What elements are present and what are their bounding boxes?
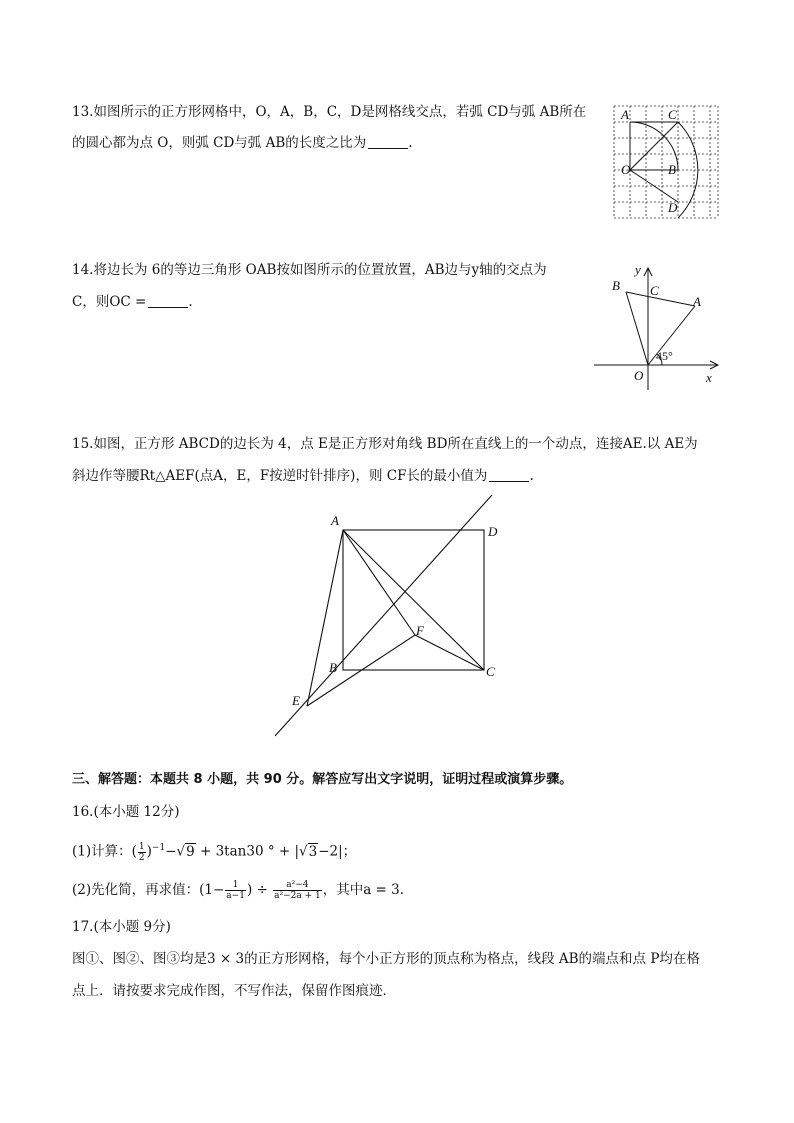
q13-line2-text: 的圆心都为点 O，则弧 CD与弧 AB的长度之比为: [72, 135, 367, 151]
q17-line2: 点上．请按要求完成作图，不写作法，保留作图痕迹．: [72, 983, 396, 999]
section3-score: 90: [263, 772, 282, 787]
q16-part2-label: (2)先化简，再求值：(1−: [72, 882, 225, 898]
q15-square-figure: [270, 490, 530, 740]
section3-title-c: 分。解答应写出文字说明，证明过程或演算步骤。: [286, 772, 573, 787]
q16-part1-paren: ): [146, 843, 152, 860]
q13-grid-figure: [612, 102, 722, 222]
q16-part1-tan: + 3tan30 ° + |√: [195, 843, 308, 860]
q16-frac-den: 2: [138, 852, 145, 863]
q14-line2: [72, 292, 193, 312]
q16-frac-num: 1: [138, 841, 145, 852]
q16-part1-label: (1)计算：(: [72, 843, 137, 860]
section3-count: 8: [193, 772, 203, 787]
q14-answer-blank[interactable]: [148, 293, 188, 308]
q13-line2: [72, 133, 413, 153]
q14-label-b: B: [612, 278, 620, 293]
q15-line1: 15.如图，正方形 ABCD的边长为 4，点 E是正方形对角线 BD所在直线上的一个动点，连接AE.以 AE为: [72, 436, 698, 452]
q16-part1-end: −2|；: [318, 843, 357, 860]
q16-f2-den: a²−2a + 1: [274, 891, 321, 901]
q16-part1-radicand2: 3: [308, 843, 318, 860]
q14-line2-end: .: [188, 294, 193, 310]
q13-label-a: A: [621, 107, 629, 122]
q16-part1-minus-sqrt: −√: [165, 843, 186, 860]
q14-line1: 14.将边长为 6的等边三角形 OAB按如图所示的位置放置，AB边与y轴的交点为: [72, 262, 547, 278]
q16-header: 16.(本小题 12分): [72, 804, 180, 820]
q13-label-c: C: [668, 107, 677, 122]
q16-part1-radicand1: 9: [186, 843, 195, 860]
q16-part2-fraction1: [225, 880, 246, 901]
q15-label-a: A: [331, 513, 339, 528]
q13-label-o: O: [621, 162, 631, 177]
q13-line2-end: .: [408, 135, 413, 151]
q15-label-e: E: [292, 693, 300, 708]
q14-label-o: O: [634, 368, 644, 383]
q15-line2-end: .: [529, 468, 534, 484]
q16-part2: [72, 880, 404, 901]
q15-label-d: D: [488, 524, 498, 539]
q14-side-ab: [626, 292, 695, 306]
q13-line1: 13.如图所示的正方形网格中，O，A，B，C，D是网格线交点，若弧 CD与弧 AB所在: [72, 104, 587, 120]
section3-heading: [72, 770, 572, 790]
q16-part2-tail: ，其中a = 3.: [322, 882, 405, 898]
q14-line2-text: C，则OC =: [72, 294, 147, 310]
q13-answer-blank[interactable]: [368, 134, 408, 149]
q16-part2-div: ) ÷: [246, 882, 268, 898]
q16-f1-num: 1: [225, 880, 246, 891]
q15-segment-fc: [415, 635, 484, 670]
q15-segment-ae: [307, 530, 343, 706]
q14-label-angle: 45°: [656, 349, 673, 363]
section3-title-b: 小题，共: [207, 772, 260, 787]
q14-side-ob: [626, 292, 648, 365]
q17-line1: 图①、图②、图③均是3 × 3的正方形网格，每个小正方形的顶点称为格点，线段 AB的端点和点 P均在格: [72, 951, 700, 967]
q14-label-c: C: [650, 283, 659, 298]
q16-part1: [72, 838, 356, 863]
q16-f2-num: a²−4: [273, 880, 322, 891]
q16-part1-fraction: [138, 842, 146, 863]
q14-axes-figure: [592, 262, 732, 392]
section3-title-a: 三、解答题：本题共: [72, 772, 190, 787]
q15-segment-af: [343, 530, 415, 635]
q15-line2-text: 斜边作等腰Rt△AEF(点A，E，F按逆时针排序)，则 CF长的最小值为: [72, 468, 488, 484]
q14-label-y: y: [635, 262, 641, 277]
q14-label-a: A: [693, 294, 701, 309]
q16-part1-exponent: −1: [151, 843, 166, 853]
q17-header: 17.(本小题 9分): [72, 919, 171, 935]
q15-line-bd: [275, 495, 492, 736]
q15-line2: [72, 466, 534, 486]
q14-label-x: x: [706, 370, 712, 385]
q16-f1-den: a−1: [226, 891, 245, 901]
q15-segment-ac: [343, 530, 484, 670]
q15-label-f: F: [416, 623, 424, 638]
q13-label-b: B: [668, 162, 676, 177]
q15-answer-blank[interactable]: [489, 467, 529, 482]
q13-label-d: D: [668, 200, 678, 215]
q15-label-c: C: [486, 664, 495, 679]
q16-part2-fraction2: [273, 880, 322, 901]
q15-label-b: B: [329, 660, 337, 675]
